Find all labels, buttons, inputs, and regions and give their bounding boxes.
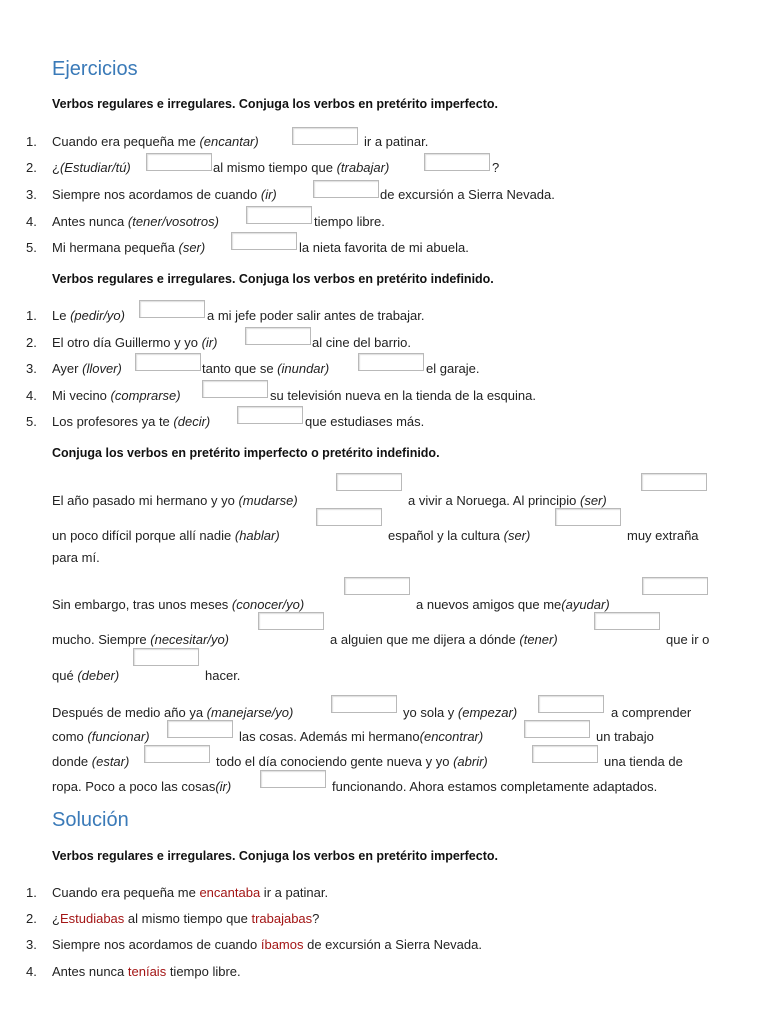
answer-input[interactable]	[555, 508, 621, 526]
verb-hint: (ser)	[178, 240, 206, 255]
text-part: tiempo libre.	[166, 964, 241, 979]
text-part	[330, 632, 558, 647]
text-part: Ayer	[52, 361, 83, 376]
text-part: Antes nunca	[52, 214, 128, 229]
verb-hint: (ir)	[260, 187, 277, 202]
text-part	[52, 493, 298, 508]
text-part	[52, 779, 231, 794]
item-text	[52, 134, 259, 149]
text-part: a alguien que me dijera a dónde	[330, 632, 520, 647]
text-part	[388, 528, 530, 543]
answer-text: trabajabas	[251, 911, 313, 926]
text-part: de excursión a Sierra Nevada.	[303, 937, 482, 952]
answer-input[interactable]	[146, 153, 212, 171]
answer-input[interactable]	[538, 695, 604, 713]
text-part: a comprender	[611, 705, 692, 720]
text-part: el garaje.	[426, 361, 480, 376]
text-part	[52, 597, 304, 612]
text-part: funcionando. Ahora estamos completamente adaptados.	[332, 779, 658, 794]
instruction-indefinido: Verbos regulares e irregulares. Conjuga los verbos en pretérito indefinido.	[52, 272, 494, 286]
text-part: Sin embargo, tras unos meses	[52, 597, 232, 612]
item-text	[52, 214, 219, 229]
verb-hint: (ayudar)	[561, 597, 610, 612]
text-part	[408, 493, 607, 508]
answer-input[interactable]	[231, 232, 297, 250]
text-part: Mi hermana pequeña	[52, 240, 179, 255]
item-number: 1.	[26, 134, 37, 149]
verb-hint: (encontrar)	[419, 729, 484, 744]
text-part: a nuevos amigos que me	[416, 597, 562, 612]
text-part: a mi jefe poder salir antes de trabajar.	[207, 308, 425, 323]
item-text	[52, 885, 328, 900]
answer-input[interactable]	[344, 577, 410, 595]
text-part: que estudiases más.	[305, 414, 425, 429]
item-number: 3.	[26, 937, 37, 952]
text-part: El otro día Guillermo y yo	[52, 335, 202, 350]
verb-hint: (encantar)	[199, 134, 259, 149]
item-number: 5.	[26, 414, 37, 429]
text-part: al cine del barrio.	[312, 335, 411, 350]
text-part: español y la cultura	[388, 528, 504, 543]
answer-input[interactable]	[424, 153, 490, 171]
text-part: tiempo libre.	[314, 214, 385, 229]
verb-hint: (trabajar)	[336, 160, 390, 175]
verb-hint: (empezar)	[457, 705, 518, 720]
answer-input[interactable]	[642, 577, 708, 595]
answer-input[interactable]	[202, 380, 268, 398]
text-part	[239, 729, 483, 744]
text-part: para mí.	[52, 550, 100, 565]
text-part: ?	[492, 160, 500, 175]
item-text	[52, 937, 482, 952]
answer-input[interactable]	[167, 720, 233, 738]
text-part: las cosas. Además mi hermano	[239, 729, 420, 744]
text-part: donde	[52, 754, 92, 769]
item-text	[52, 308, 125, 323]
item-text	[52, 964, 241, 979]
item-number: 4.	[26, 964, 37, 979]
answer-input[interactable]	[358, 353, 424, 371]
item-number: 2.	[26, 335, 37, 350]
text-part	[52, 668, 119, 683]
verb-hint: (comprarse)	[110, 388, 181, 403]
answer-input[interactable]	[258, 612, 324, 630]
verb-hint: (pedir/yo)	[70, 308, 125, 323]
text-part: ¿	[52, 911, 60, 926]
text-part: Cuando era pequeña me	[52, 885, 200, 900]
text-part: hacer.	[205, 668, 241, 683]
text-part: su televisión nueva en la tienda de la esquina.	[270, 388, 536, 403]
verb-hint: (tener)	[519, 632, 558, 647]
text-part: al mismo tiempo que	[124, 911, 252, 926]
text-part	[403, 705, 517, 720]
answer-input[interactable]	[237, 406, 303, 424]
answer-text: Estudiabas	[59, 911, 125, 926]
text-part	[52, 729, 150, 744]
text-part: Siempre nos acordamos de cuando	[52, 937, 261, 952]
answer-input[interactable]	[144, 745, 210, 763]
text-part: ir a patinar.	[260, 885, 329, 900]
text-part: un trabajo	[596, 729, 654, 744]
item-number: 3.	[26, 187, 37, 202]
item-number: 1.	[26, 308, 37, 323]
verb-hint: (abrir)	[453, 754, 488, 769]
text-part: al mismo tiempo que	[213, 160, 337, 175]
item-text	[52, 414, 210, 429]
verb-hint: (conocer/yo)	[231, 597, 305, 612]
text-part: mucho. Siempre	[52, 632, 151, 647]
item-text	[52, 187, 277, 202]
verb-hint: (ir)	[215, 779, 232, 794]
answer-input[interactable]	[336, 473, 402, 491]
verb-hint: (ir)	[201, 335, 218, 350]
answer-input[interactable]	[594, 612, 660, 630]
text-part: Cuando era pequeña me	[52, 134, 200, 149]
heading-ejercicios: Ejercicios	[52, 58, 138, 80]
verb-hint: (tener/vosotros)	[127, 214, 219, 229]
verb-hint: (funcionar)	[87, 729, 150, 744]
text-part: ¿	[52, 160, 60, 175]
item-number: 2.	[26, 911, 37, 926]
verb-hint: (Estudiar/tú)	[59, 160, 131, 175]
verb-hint: (inundar)	[277, 361, 330, 376]
text-part	[416, 597, 610, 612]
item-number: 4.	[26, 214, 37, 229]
text-part: Mi vecino	[52, 388, 111, 403]
text-part	[216, 754, 488, 769]
verb-hint: (estar)	[91, 754, 130, 769]
text-part: una tienda de	[604, 754, 683, 769]
text-part	[52, 754, 129, 769]
answer-input[interactable]	[532, 745, 598, 763]
text-part: Después de medio año ya	[52, 705, 207, 720]
text-part: de excursión a Sierra Nevada.	[380, 187, 555, 202]
verb-hint: (deber)	[77, 668, 120, 683]
answer-input[interactable]	[245, 327, 311, 345]
instruction-mixed: Conjuga los verbos en pretérito imperfecto o pretérito indefinido.	[52, 446, 440, 460]
verb-hint: (mudarse)	[238, 493, 298, 508]
instruction-solution: Verbos regulares e irregulares. Conjuga los verbos en pretérito imperfecto.	[52, 849, 498, 863]
verb-hint: (manejarse/yo)	[206, 705, 294, 720]
answer-input[interactable]	[246, 206, 312, 224]
item-text	[52, 240, 205, 255]
verb-hint: (ser)	[579, 493, 607, 508]
verb-hint: (decir)	[173, 414, 211, 429]
item-text	[52, 361, 122, 376]
text-part: la nieta favorita de mi abuela.	[299, 240, 469, 255]
text-part	[213, 160, 389, 175]
item-text	[52, 911, 319, 926]
answer-input[interactable]	[331, 695, 397, 713]
text-part: yo sola y	[403, 705, 458, 720]
answer-input[interactable]	[139, 300, 205, 318]
answer-input[interactable]	[524, 720, 590, 738]
answer-text: íbamos	[260, 937, 304, 952]
item-number: 1.	[26, 885, 37, 900]
text-part	[202, 361, 329, 376]
text-part: todo el día conociendo gente nueva y yo	[216, 754, 454, 769]
verb-hint: (hablar)	[234, 528, 280, 543]
text-part: El año pasado mi hermano y yo	[52, 493, 239, 508]
text-part: que ir o	[666, 632, 710, 647]
text-part: Le	[52, 308, 71, 323]
heading-solucion: Solución	[52, 809, 129, 831]
verb-hint: (necesitar/yo)	[150, 632, 230, 647]
text-part	[52, 632, 229, 647]
item-number: 4.	[26, 388, 37, 403]
text-part: ?	[312, 911, 320, 926]
text-part: muy extraña	[627, 528, 699, 543]
text-part: qué	[52, 668, 78, 683]
item-number: 3.	[26, 361, 37, 376]
answer-input[interactable]	[313, 180, 379, 198]
text-part: ir a patinar.	[364, 134, 429, 149]
text-part: como	[52, 729, 88, 744]
item-number: 5.	[26, 240, 37, 255]
item-text	[52, 388, 181, 403]
text-part: un poco difícil porque allí nadie	[52, 528, 235, 543]
item-text	[52, 335, 217, 350]
text-part	[52, 705, 293, 720]
text-part: Siempre nos acordamos de cuando	[52, 187, 261, 202]
answer-text: encantaba	[199, 885, 261, 900]
text-part: Los profesores ya te	[52, 414, 174, 429]
answer-input[interactable]	[316, 508, 382, 526]
verb-hint: (ser)	[503, 528, 531, 543]
instruction-imperfecto: Verbos regulares e irregulares. Conjuga los verbos en pretérito imperfecto.	[52, 97, 498, 111]
verb-hint: (llover)	[82, 361, 122, 376]
text-part: tanto que se	[202, 361, 278, 376]
answer-input[interactable]	[135, 353, 201, 371]
answer-text: teníais	[127, 964, 167, 979]
text-part: a vivir a Noruega. Al principio	[408, 493, 580, 508]
answer-input[interactable]	[292, 127, 358, 145]
text-part: ropa. Poco a poco las cosas	[52, 779, 216, 794]
item-text	[52, 160, 131, 175]
answer-input[interactable]	[133, 648, 199, 666]
answer-input[interactable]	[641, 473, 707, 491]
item-number: 2.	[26, 160, 37, 175]
text-part: Antes nunca	[52, 964, 128, 979]
text-part	[52, 528, 280, 543]
answer-input[interactable]	[260, 770, 326, 788]
